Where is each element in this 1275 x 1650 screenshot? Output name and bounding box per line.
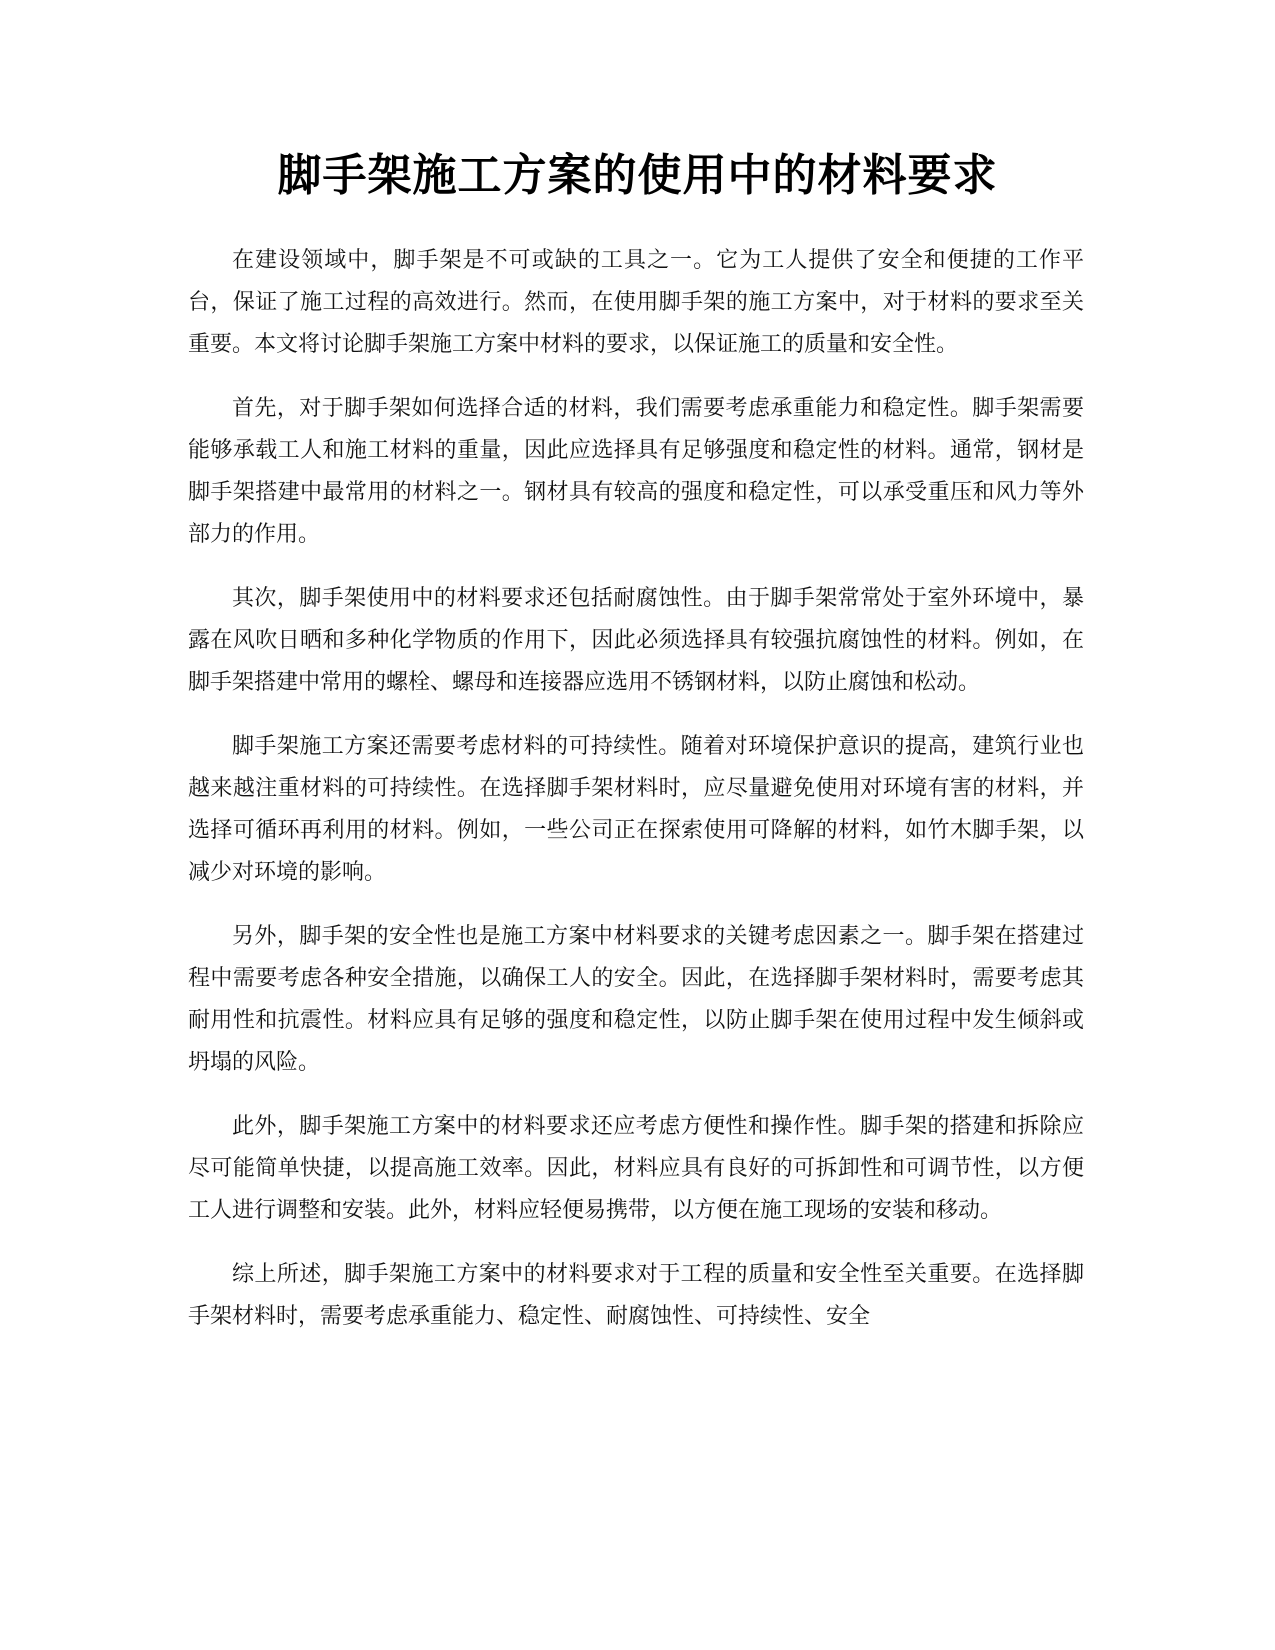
paragraph-5: 另外，脚手架的安全性也是施工方案中材料要求的关键考虑因素之一。脚手架在搭建过程中需要考虑各种安全措施，以确保工人的安全。因此，在选择脚手架材料时，需要考虑其耐用性和抗震性。材料应具有足够的强度和稳定性，以防止脚手架在使用过程中发生倾斜或坍塌的风险。 — [188, 924, 1084, 1075]
paragraph-3: 其次，脚手架使用中的材料要求还包括耐腐蚀性。由于脚手架常常处于室外环境中，暴露在风吹日晒和多种化学物质的作用下，因此必须选择具有较强抗腐蚀性的材料。例如，在脚手架搭建中常用的螺栓、螺母和连接器应选用不锈钢材料，以防止腐蚀和松动。 — [188, 586, 1084, 695]
paragraph-7: 综上所述，脚手架施工方案中的材料要求对于工程的质量和安全性至关重要。在选择脚手架材料时，需要考虑承重能力、稳定性、耐腐蚀性、可持续性、安全 — [188, 1262, 1084, 1329]
paragraph-1: 在建设领域中，脚手架是不可或缺的工具之一。它为工人提供了安全和便捷的工作平台，保证了施工过程的高效进行。然而，在使用脚手架的施工方案中，对于材料的要求至关重要。本文将讨论脚手架施工方案中材料的要求，以保证施工的质量和安全性。 — [188, 248, 1084, 357]
document-body — [188, 240, 1084, 1360]
paragraph-2: 首先，对于脚手架如何选择合适的材料，我们需要考虑承重能力和稳定性。脚手架需要能够承载工人和施工材料的重量，因此应选择具有足够强度和稳定性的材料。通常，钢材是脚手架搭建中最常用的材料之一。钢材具有较高的强度和稳定性，可以承受重压和风力等外部力的作用。 — [188, 396, 1084, 547]
document-title: 脚手架施工方案的使用中的材料要求 — [277, 150, 998, 201]
paragraph-4: 脚手架施工方案还需要考虑材料的可持续性。随着对环境保护意识的提高，建筑行业也越来越注重材料的可持续性。在选择脚手架材料时，应尽量避免使用对环境有害的材料，并选择可循环再利用的材料。例如，一些公司正在探索使用可降解的材料，如竹木脚手架，以减少对环境的影响。 — [188, 734, 1084, 885]
paragraph-6: 此外，脚手架施工方案中的材料要求还应考虑方便性和操作性。脚手架的搭建和拆除应尽可能简单快捷，以提高施工效率。因此，材料应具有良好的可拆卸性和可调节性，以方便工人进行调整和安装。此外，材料应轻便易携带，以方便在施工现场的安装和移动。 — [188, 1114, 1084, 1223]
